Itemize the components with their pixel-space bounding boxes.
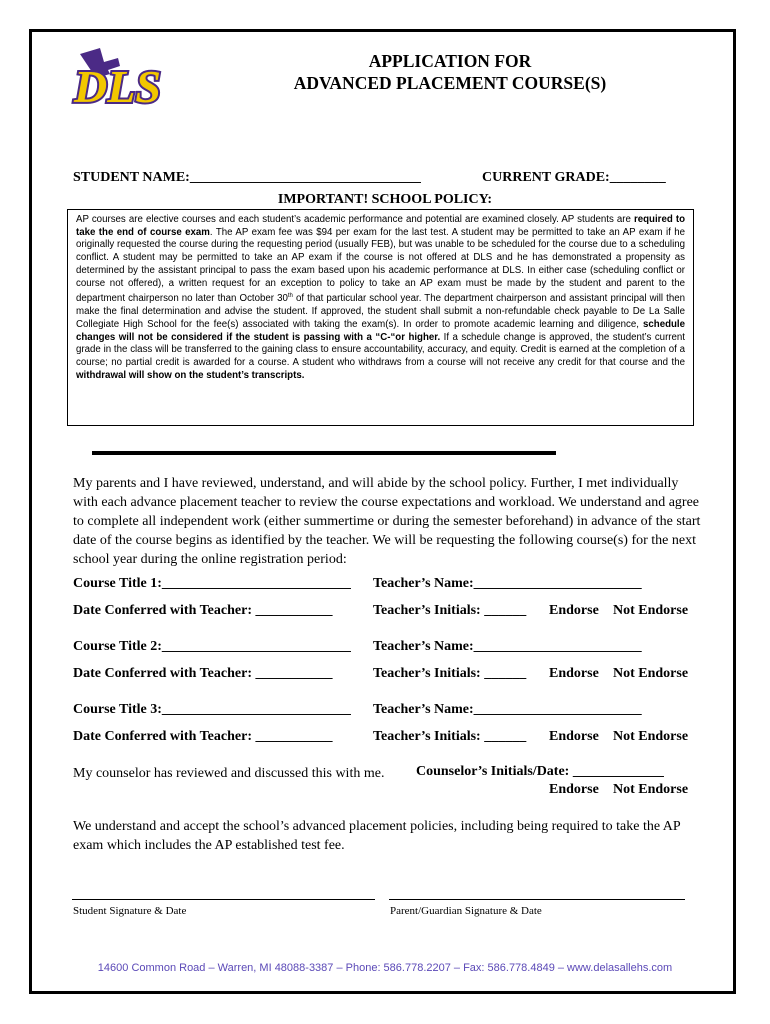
policy-bold-schedule: schedule changes will not be considered if the student is passing with a “C-“or higher. [76,318,685,343]
date-conferred-3-field[interactable]: Date Conferred with Teacher: ___________ [73,729,333,744]
form-title [200,50,700,94]
teacher-initials-2-field[interactable]: Teacher’s Initials: ______ [373,666,527,681]
teacher-initials-1-field[interactable]: Teacher’s Initials: ______ [373,603,527,618]
not-endorse-1[interactable]: Not Endorse [613,603,689,618]
parent-signature-line[interactable] [389,899,685,900]
policy-box [67,209,694,426]
student-name-field[interactable]: STUDENT NAME:_________________________________ [73,170,421,185]
course-title-1-field[interactable]: Course Title 1:___________________________ [73,576,351,591]
not-endorse-2[interactable]: Not Endorse [613,666,689,681]
policy-text-2: . The AP exam fee was $94 per exam for the last test. A student may be permitted to take an AP exam if he originally requested the course during the requesting period (usually FEB), but was unable to be scheduled for the course due to a scheduling conflict. A student may be permitted to take an AP exam if the course is not offered at DLS and he has demonstrated a propensity as determined by the assistant principal to pass the exam based upon his academic performance at DLS. In either case (scheduling conflict or course not offered), a written request for an exception to policy to take an AP exam must be made by the student and parent to the department chairperson no later than October 30 [76,226,685,305]
teacher-name-2-field[interactable]: Teacher’s Name:________________________ [373,639,642,654]
footer-contact: 14600 Common Road – Warren, MI 48088-3387 – Phone: 586.778.2207 – Fax: 586.778.4849 – www.delasallehs.com [97,962,673,974]
policy-heading: IMPORTANT! SCHOOL POLICY: [277,192,493,207]
endorse-2[interactable]: Endorse [549,666,599,681]
title-line-1: APPLICATION FOR [368,51,532,71]
teacher-name-1-field[interactable]: Teacher’s Name:________________________ [373,576,642,591]
date-conferred-2-field[interactable]: Date Conferred with Teacher: ___________ [73,666,333,681]
divider-rule [92,451,556,455]
policy-text-1: AP courses are elective courses and each student’s academic performance and potential are examined closely. AP students are [76,214,634,225]
policy-bold-exam: required to take the end of course exam [76,214,685,238]
counselor-endorse[interactable]: Endorse [549,782,599,797]
logo-text: DLS [74,61,161,112]
teacher-initials-3-field[interactable]: Teacher’s Initials: ______ [373,729,527,744]
policy-text-3: of that particular school year. The department chairperson and assistant principal will then make the final determination and advise the student. If approved, the student shall submit a non-refundable check payable to De La Salle Collegiate High School for the fee(s) associated with taking the exam(s). In order to promote academic learning and diligence, [76,293,685,330]
policy-sup: th [287,293,293,300]
teacher-name-3-field[interactable]: Teacher’s Name:________________________ [373,702,642,717]
not-endorse-3[interactable]: Not Endorse [613,729,689,744]
endorse-1[interactable]: Endorse [549,603,599,618]
acceptance-paragraph: We understand and accept the school’s advanced placement policies, including being required to take the AP exam which includes the AP established test fee. [73,819,681,853]
policy-text-4: If a schedule change is approved, the student’s current grade in the class will be transferred to the gaining class to ensure accountability, accuracy, and equity. Credit is earned at the completion of a course; no partial credit is awarded for a course. A student who withdraws from a course will not receive any credit for that course and the [76,331,685,368]
counselor-statement: My counselor has reviewed and discussed this with me. [73,766,385,781]
current-grade-field[interactable]: CURRENT GRADE:________ [482,170,666,185]
course-title-2-field[interactable]: Course Title 2:___________________________ [73,639,351,654]
parent-signature-label: Parent/Guardian Signature & Date [390,905,542,917]
course-title-3-field[interactable]: Course Title 3:___________________________ [73,702,351,717]
counselor-initials-field[interactable]: Counselor’s Initials/Date: _____________ [416,764,664,779]
title-line-2: ADVANCED PLACEMENT COURSE(S) [293,73,607,93]
student-signature-line[interactable] [72,899,375,900]
dls-logo [70,44,168,119]
student-signature-label: Student Signature & Date [73,905,187,917]
date-conferred-1-field[interactable]: Date Conferred with Teacher: ___________ [73,603,333,618]
policy-bold-withdrawal: withdrawal will show on the student’s transcripts. [76,369,305,381]
agreement-paragraph: My parents and I have reviewed, understand, and will abide by the school policy. Further, I met individually with each advance placement teacher to review the course expectations and workload. We understand and agree to complete all independent work (either summertime or during the semester beforehand) in advance of the start date of the course begins as identified by the teacher. We will be requesting the following course(s) for the next school year during the online registration period: [73,476,701,567]
counselor-not-endorse[interactable]: Not Endorse [613,782,689,797]
endorse-3[interactable]: Endorse [549,729,599,744]
